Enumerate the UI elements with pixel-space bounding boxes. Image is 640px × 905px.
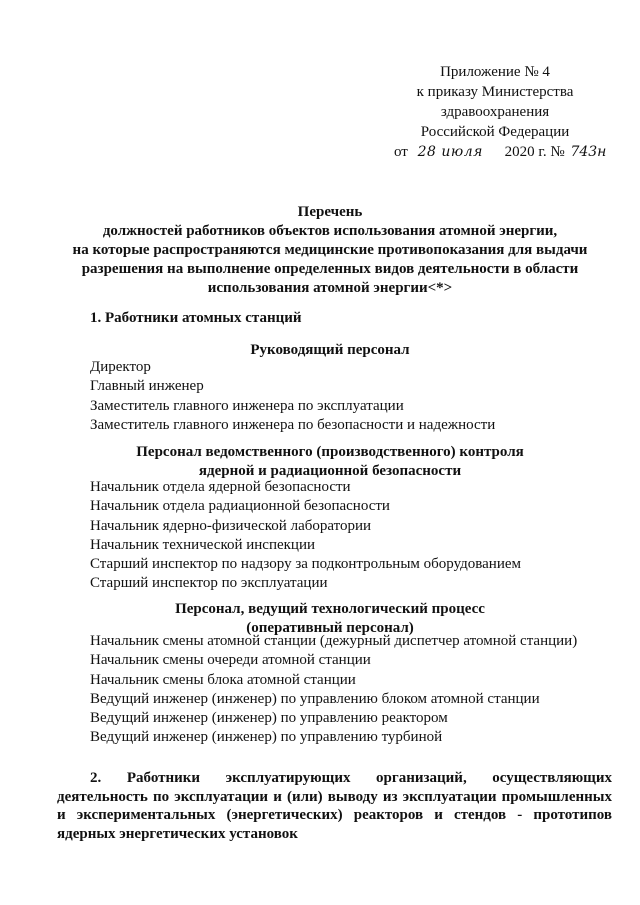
date-prefix: от [394, 144, 408, 160]
section-1-heading: 1. Работники атомных станций [90, 310, 302, 326]
list-item: Начальник смены блока атомной станции [90, 671, 356, 688]
position-list-control [90, 478, 521, 594]
handwritten-order-number: 743н [570, 144, 607, 160]
group-heading-line: Руководящий персонал [250, 342, 410, 358]
group-heading-line: Персонал ведомственного (производственного) контроля [136, 444, 524, 460]
subtitle-line: должностей работников объектов использования атомной энергии, [102, 223, 558, 239]
list-item: Начальник технической инспекции [90, 536, 316, 553]
handwritten-date: 28 июля [417, 144, 483, 160]
list-item: Главный инженер [90, 378, 204, 395]
list-item: Начальник отдела радиационной безопасности [90, 498, 390, 515]
list-item: Старший инспектор по надзору за подконтрольным оборудованием [90, 556, 522, 573]
order-year: 2020 г. № [504, 144, 565, 160]
list-item: Ведущий инженер (инженер) по управлению блоком атомной станции [90, 690, 540, 707]
group-heading-line: (оперативный персонал) [246, 620, 414, 636]
list-item: Начальник ядерно-физической лаборатории [90, 517, 372, 534]
paragraph-line: деятельность по эксплуатации и (или) выводу из эксплуатации промышленных [57, 788, 612, 805]
list-item: Начальник смены очереди атомной станции [90, 652, 371, 669]
position-list-operations [90, 632, 577, 748]
group-heading-control [40, 443, 620, 481]
annex-title: Приложение № 4 [440, 64, 550, 80]
list-item: Директор [90, 359, 151, 375]
list-item: Ведущий инженер (инженер) по управлению турбиной [90, 729, 443, 746]
list-item: Ведущий инженер (инженер) по управлению реактором [90, 710, 448, 727]
group-heading-line: Персонал, ведущий технологический процесс [175, 601, 485, 617]
paragraph-line: 2. Работники эксплуатирующих организаций, осуществляющих [90, 770, 612, 786]
annex-date-line [380, 142, 610, 162]
section-2-paragraph [57, 769, 612, 843]
group-heading-line: ядерной и радиационной безопасности [198, 463, 462, 479]
document-subtitle [40, 222, 620, 298]
list-item: Начальник смены атомной станции (дежурный диспетчер атомной станции) [90, 633, 578, 649]
position-list-management [90, 358, 495, 435]
document-title: Перечень [297, 204, 363, 220]
list-item: Старший инспектор по эксплуатации [90, 575, 328, 592]
annex-ministry: здравоохранения [440, 104, 550, 120]
list-item: Заместитель главного инженера по безопасности и надежности [90, 416, 496, 433]
subtitle-line: использования атомной энергии<*> [207, 280, 453, 296]
subtitle-line: на которые распространяются медицинские противопоказания для выдачи [72, 242, 588, 258]
subtitle-line: разрешения на выполнение определенных видов деятельности в области [81, 261, 579, 277]
annex-country: Российской Федерации [420, 124, 570, 140]
list-item: Начальник отдела ядерной безопасности [90, 479, 351, 495]
paragraph-line: ядерных энергетических установок [57, 825, 298, 842]
annex-order-ref: к приказу Министерства [416, 84, 574, 100]
list-item: Заместитель главного инженера по эксплуатации [90, 397, 404, 414]
annex-block [380, 62, 610, 162]
paragraph-line: и экспериментальных (энергетических) реакторов и стендов - прототипов [57, 807, 612, 823]
